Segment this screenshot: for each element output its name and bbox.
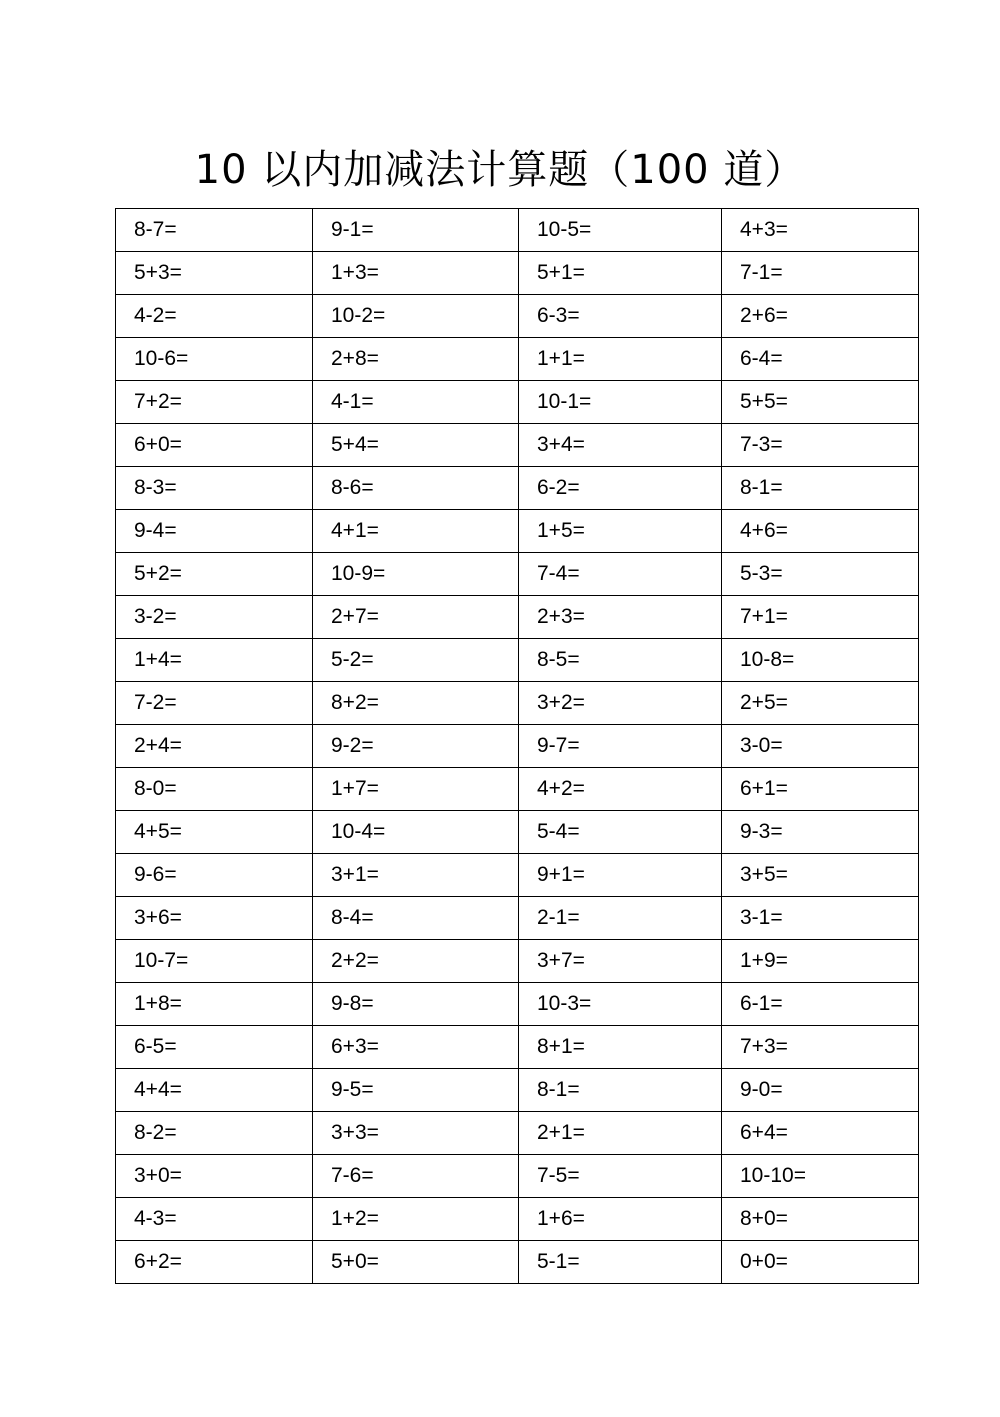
table-row — [116, 854, 919, 897]
problem-cell: 5-4= — [519, 811, 722, 854]
problem-cell: 7-5= — [519, 1155, 722, 1198]
problem-cell: 4+1= — [313, 510, 519, 553]
table-row — [116, 682, 919, 725]
problem-cell: 5-2= — [313, 639, 519, 682]
problem-cell: 6-3= — [519, 295, 722, 338]
problem-cell: 8-5= — [519, 639, 722, 682]
problem-cell: 1+1= — [519, 338, 722, 381]
problem-cell: 10-7= — [116, 940, 313, 983]
table-row — [116, 596, 919, 639]
table-row — [116, 381, 919, 424]
table-row — [116, 725, 919, 768]
problem-cell: 3+1= — [313, 854, 519, 897]
problem-cell: 10-6= — [116, 338, 313, 381]
problem-cell: 2+4= — [116, 725, 313, 768]
problem-cell: 9-5= — [313, 1069, 519, 1112]
problem-cell: 5+0= — [313, 1241, 519, 1284]
problem-cell: 6-2= — [519, 467, 722, 510]
table-row — [116, 252, 919, 295]
problem-cell: 7+2= — [116, 381, 313, 424]
problem-cell: 3-1= — [722, 897, 919, 940]
problem-cell: 10-9= — [313, 553, 519, 596]
problem-cell: 1+7= — [313, 768, 519, 811]
problem-cell: 6-5= — [116, 1026, 313, 1069]
table-row — [116, 811, 919, 854]
problem-cell: 2+1= — [519, 1112, 722, 1155]
problem-cell: 9-2= — [313, 725, 519, 768]
problem-cell: 4-1= — [313, 381, 519, 424]
problem-cell: 7-2= — [116, 682, 313, 725]
problem-cell: 2-1= — [519, 897, 722, 940]
table-row — [116, 1112, 919, 1155]
problem-cell: 4-3= — [116, 1198, 313, 1241]
problem-cell: 2+5= — [722, 682, 919, 725]
problem-cell: 6-4= — [722, 338, 919, 381]
problem-table — [115, 208, 919, 1284]
problem-cell: 6+0= — [116, 424, 313, 467]
problem-cell: 2+7= — [313, 596, 519, 639]
problem-cell: 4+2= — [519, 768, 722, 811]
problem-cell: 2+8= — [313, 338, 519, 381]
problem-cell: 5+2= — [116, 553, 313, 596]
problem-cell: 1+2= — [313, 1198, 519, 1241]
problem-cell: 9-3= — [722, 811, 919, 854]
problem-cell: 10-1= — [519, 381, 722, 424]
problem-cell: 1+5= — [519, 510, 722, 553]
table-row — [116, 553, 919, 596]
problem-cell: 2+3= — [519, 596, 722, 639]
problem-cell: 3-2= — [116, 596, 313, 639]
problem-cell: 3+5= — [722, 854, 919, 897]
problem-cell: 9-8= — [313, 983, 519, 1026]
problem-cell: 3-0= — [722, 725, 919, 768]
table-row — [116, 768, 919, 811]
problem-cell: 8-7= — [116, 209, 313, 252]
problem-cell: 7-1= — [722, 252, 919, 295]
problem-cell: 1+6= — [519, 1198, 722, 1241]
problem-cell: 5+3= — [116, 252, 313, 295]
problem-cell: 7-6= — [313, 1155, 519, 1198]
problem-cell: 7+3= — [722, 1026, 919, 1069]
problem-cell: 10-5= — [519, 209, 722, 252]
problem-cell: 5-1= — [519, 1241, 722, 1284]
table-row — [116, 295, 919, 338]
table-row — [116, 424, 919, 467]
problem-cell: 4+3= — [722, 209, 919, 252]
problem-cell: 6+2= — [116, 1241, 313, 1284]
problem-cell: 7-4= — [519, 553, 722, 596]
problem-cell: 8-6= — [313, 467, 519, 510]
problem-cell: 3+7= — [519, 940, 722, 983]
problem-cell: 8-0= — [116, 768, 313, 811]
problem-cell: 9+1= — [519, 854, 722, 897]
problem-cell: 10-2= — [313, 295, 519, 338]
problem-cell: 1+8= — [116, 983, 313, 1026]
problem-cell: 8-4= — [313, 897, 519, 940]
problem-cell: 8+2= — [313, 682, 519, 725]
problem-cell: 8-1= — [519, 1069, 722, 1112]
table-row — [116, 510, 919, 553]
problem-cell: 3+0= — [116, 1155, 313, 1198]
problem-cell: 4+6= — [722, 510, 919, 553]
problem-cell: 8+1= — [519, 1026, 722, 1069]
table-row — [116, 209, 919, 252]
table-row — [116, 983, 919, 1026]
problem-cell: 7+1= — [722, 596, 919, 639]
problem-cell: 4+5= — [116, 811, 313, 854]
table-row — [116, 1241, 919, 1284]
problem-cell: 5+1= — [519, 252, 722, 295]
problem-cell: 9-6= — [116, 854, 313, 897]
problem-cell: 1+9= — [722, 940, 919, 983]
problem-cell: 6-1= — [722, 983, 919, 1026]
problem-cell: 9-0= — [722, 1069, 919, 1112]
problem-cell: 9-1= — [313, 209, 519, 252]
table-row — [116, 338, 919, 381]
problem-cell: 8+0= — [722, 1198, 919, 1241]
table-row — [116, 639, 919, 682]
problem-cell: 8-1= — [722, 467, 919, 510]
problem-cell: 2+6= — [722, 295, 919, 338]
problem-cell: 5+4= — [313, 424, 519, 467]
table-row — [116, 940, 919, 983]
page-title: 10 以内加减法计算题（100 道） — [194, 147, 806, 193]
problem-cell: 1+4= — [116, 639, 313, 682]
problem-cell: 7-3= — [722, 424, 919, 467]
problem-cell: 1+3= — [313, 252, 519, 295]
table-row — [116, 1155, 919, 1198]
problem-cell: 3+3= — [313, 1112, 519, 1155]
problem-cell: 5-3= — [722, 553, 919, 596]
problem-cell: 3+2= — [519, 682, 722, 725]
problem-cell: 8-3= — [116, 467, 313, 510]
problem-cell: 8-2= — [116, 1112, 313, 1155]
problem-cell: 10-3= — [519, 983, 722, 1026]
problem-cell: 6+4= — [722, 1112, 919, 1155]
problem-cell: 4-2= — [116, 295, 313, 338]
table-row — [116, 467, 919, 510]
table-row — [116, 1198, 919, 1241]
problem-cell: 9-4= — [116, 510, 313, 553]
problem-cell: 10-10= — [722, 1155, 919, 1198]
problem-cell: 10-8= — [722, 639, 919, 682]
problem-cell: 3+6= — [116, 897, 313, 940]
problem-table-body — [116, 209, 919, 1284]
table-row — [116, 897, 919, 940]
problem-cell: 2+2= — [313, 940, 519, 983]
table-row — [116, 1069, 919, 1112]
table-row — [116, 1026, 919, 1069]
problem-cell: 0+0= — [722, 1241, 919, 1284]
problem-cell: 5+5= — [722, 381, 919, 424]
problem-cell: 10-4= — [313, 811, 519, 854]
problem-cell: 3+4= — [519, 424, 722, 467]
problem-cell: 6+1= — [722, 768, 919, 811]
problem-cell: 6+3= — [313, 1026, 519, 1069]
problem-cell: 4+4= — [116, 1069, 313, 1112]
problem-cell: 9-7= — [519, 725, 722, 768]
